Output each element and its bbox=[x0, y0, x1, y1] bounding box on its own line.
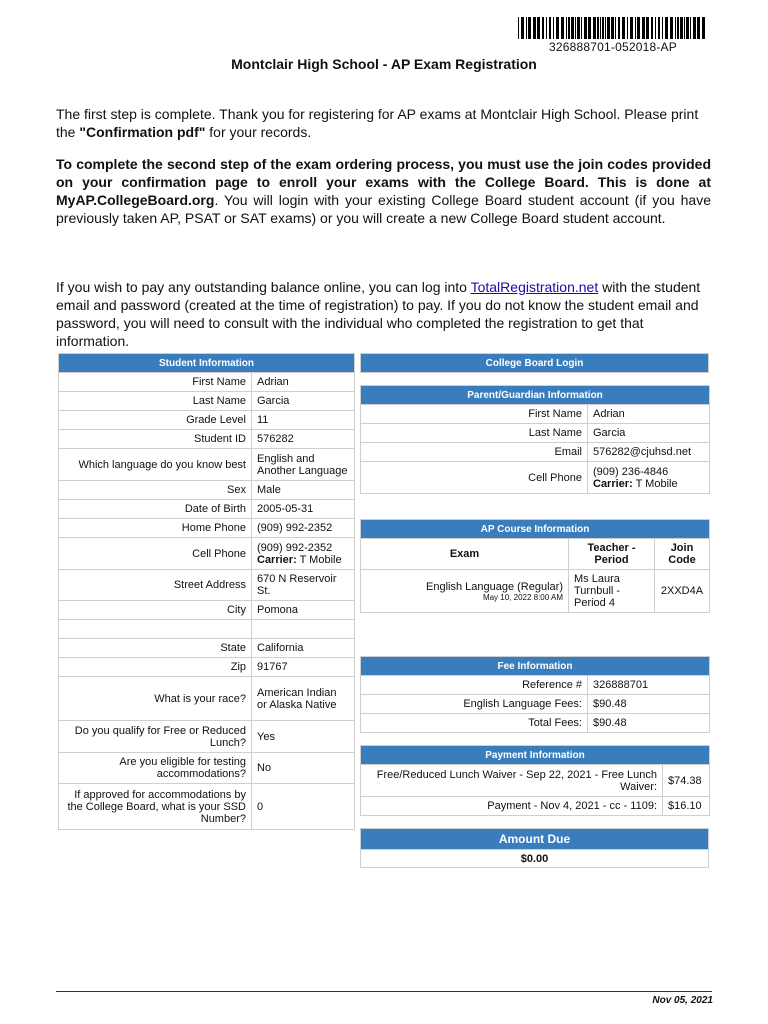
p2-text: . You will login with your existing College Board student account (if you have previously taken AP, PSAT or SAT exams) or you will create a new College Board student account. bbox=[56, 192, 711, 226]
payment-field-value bbox=[663, 797, 710, 816]
table-row bbox=[59, 784, 355, 830]
table-row bbox=[59, 639, 355, 658]
student-field-value bbox=[252, 601, 355, 620]
student-field-value bbox=[252, 373, 355, 392]
barcode-bar bbox=[697, 17, 700, 39]
table-row bbox=[361, 462, 710, 494]
barcode-bar bbox=[615, 17, 616, 39]
carrier-line bbox=[593, 478, 704, 490]
student-field-label: Do you qualify for Free or Reduced Lunch? bbox=[59, 721, 252, 753]
fee-field-value bbox=[588, 695, 710, 714]
fee-field-value bbox=[588, 714, 710, 733]
fee-field-label: Reference # bbox=[361, 676, 588, 695]
barcode-bar bbox=[528, 17, 531, 39]
college-board-login-header: College Board Login bbox=[361, 354, 709, 373]
barcode-bar bbox=[622, 17, 625, 39]
table-row bbox=[361, 676, 710, 695]
student-field-value bbox=[252, 784, 355, 830]
barcode-bar bbox=[642, 17, 645, 39]
student-field-value bbox=[252, 500, 355, 519]
payment-field-label: Payment - Nov 4, 2021 - cc - 1109: bbox=[361, 797, 663, 816]
parent-field-value bbox=[588, 443, 710, 462]
p1-end: for your records. bbox=[205, 124, 312, 140]
barcode-bar bbox=[618, 17, 620, 39]
table-row bbox=[59, 753, 355, 784]
table-row bbox=[361, 405, 710, 424]
barcode-bar bbox=[556, 17, 559, 39]
barcode-bar bbox=[690, 17, 691, 39]
field-value: Yes bbox=[257, 730, 275, 743]
fee-field-value bbox=[588, 676, 710, 695]
table-row bbox=[361, 714, 710, 733]
student-field-value bbox=[252, 658, 355, 677]
field-value: $74.38 bbox=[668, 774, 702, 787]
exam-date: May 10, 2022 8:00 AM bbox=[482, 592, 563, 602]
barcode-bar bbox=[602, 17, 604, 39]
parent-field-value bbox=[588, 462, 710, 494]
student-field-label: Cell Phone bbox=[59, 538, 252, 570]
barcode-bar bbox=[693, 17, 696, 39]
table-row bbox=[59, 601, 355, 620]
payment-field-label: Free/Reduced Lunch Waiver - Sep 22, 2021 - Free Lunch Waiver: bbox=[361, 765, 663, 797]
barcode-bar bbox=[662, 17, 663, 39]
student-field-value bbox=[252, 430, 355, 449]
barcode-bar bbox=[651, 17, 653, 39]
student-field-label: What is your race? bbox=[59, 677, 252, 721]
table-row bbox=[59, 430, 355, 449]
student-field-value bbox=[252, 411, 355, 430]
parent-field-label: Last Name bbox=[361, 424, 588, 443]
student-field-label: Home Phone bbox=[59, 519, 252, 538]
table-row bbox=[59, 500, 355, 519]
barcode-bar bbox=[630, 17, 633, 39]
payment-information-table bbox=[360, 745, 710, 816]
table-row bbox=[59, 481, 355, 500]
field-value: Male bbox=[257, 484, 281, 496]
barcode-bar bbox=[588, 17, 591, 39]
totalregistration-link[interactable]: TotalRegistration.net bbox=[470, 279, 599, 295]
table-row bbox=[361, 443, 710, 462]
carrier-line bbox=[257, 554, 349, 566]
barcode-bar bbox=[675, 17, 676, 39]
table-row bbox=[59, 392, 355, 411]
student-field-label: First Name bbox=[59, 373, 252, 392]
table-row bbox=[59, 411, 355, 430]
barcode-bar bbox=[577, 17, 580, 39]
student-field-label: City bbox=[59, 601, 252, 620]
table-row bbox=[59, 449, 355, 481]
page-title: Montclair High School - AP Exam Registration bbox=[231, 56, 537, 72]
student-information-header: Student Information bbox=[59, 354, 355, 373]
footer-divider bbox=[56, 991, 712, 992]
student-field-value bbox=[252, 570, 355, 601]
student-field-label: Grade Level bbox=[59, 411, 252, 430]
amount-due-value: $0.00 bbox=[361, 850, 709, 868]
barcode-bar bbox=[686, 17, 689, 39]
barcode-bar bbox=[521, 17, 524, 39]
student-field-value bbox=[252, 519, 355, 538]
col-exam-header: Exam bbox=[361, 539, 569, 570]
p3-start: If you wish to pay any outstanding balance online, you can log into bbox=[56, 279, 471, 295]
field-value: 576282 bbox=[257, 433, 294, 445]
table-row bbox=[59, 373, 355, 392]
barcode-bar bbox=[702, 17, 705, 39]
field-value: Garcia bbox=[257, 395, 290, 407]
payment-information-header: Payment Information bbox=[361, 746, 710, 765]
barcode-bar bbox=[568, 17, 570, 39]
carrier-label: Carrier: bbox=[257, 553, 297, 566]
barcode-bar bbox=[627, 17, 628, 39]
carrier-value: T Mobile bbox=[635, 477, 678, 490]
field-value: Adrian bbox=[593, 408, 625, 420]
student-field-label: Zip bbox=[59, 658, 252, 677]
student-field-value bbox=[252, 677, 355, 721]
student-field-value bbox=[252, 721, 355, 753]
table-row bbox=[59, 658, 355, 677]
student-field-label: Street Address bbox=[59, 570, 252, 601]
table-row bbox=[59, 538, 355, 570]
parent-field-label: Email bbox=[361, 443, 588, 462]
field-value: 0 bbox=[257, 800, 264, 813]
barcode-bar bbox=[566, 17, 567, 39]
field-value: 670 N Reservoir St. bbox=[257, 573, 337, 597]
field-value: $90.48 bbox=[593, 717, 627, 729]
intro-paragraph-2 bbox=[56, 155, 711, 227]
barcode-bar bbox=[607, 17, 610, 39]
field-value: Adrian bbox=[257, 376, 289, 388]
table-row bbox=[59, 519, 355, 538]
field-value: $90.48 bbox=[593, 698, 627, 710]
student-field-value bbox=[252, 449, 355, 481]
field-value: Garcia bbox=[593, 427, 626, 439]
table-row bbox=[59, 570, 355, 601]
barcode-bar bbox=[605, 17, 606, 39]
barcode-bar bbox=[637, 17, 640, 39]
barcode-bar bbox=[611, 17, 614, 39]
field-value: 91767 bbox=[257, 661, 288, 673]
table-row bbox=[361, 797, 710, 816]
field-value: (909) 992-2352 bbox=[257, 522, 333, 534]
student-field-label: State bbox=[59, 639, 252, 658]
field-value: Pomona bbox=[257, 604, 298, 616]
fee-information-table bbox=[360, 656, 710, 733]
student-field-label: If approved for accommodations by the College Board, what is your SSD Number? bbox=[59, 784, 252, 830]
barcode-bar bbox=[581, 17, 582, 39]
barcode-bar bbox=[526, 17, 527, 39]
student-field-value bbox=[252, 481, 355, 500]
student-field-value bbox=[252, 538, 355, 570]
fee-field-label: English Language Fees: bbox=[361, 695, 588, 714]
barcode-bar bbox=[593, 17, 596, 39]
amount-due-table bbox=[360, 828, 709, 868]
fee-field-label: Total Fees: bbox=[361, 714, 588, 733]
parent-field-label: First Name bbox=[361, 405, 588, 424]
field-value: English and Another Language bbox=[257, 452, 348, 477]
barcode-number: 326888701-052018-AP bbox=[549, 40, 677, 54]
p2-bold-text: To complete the second step of the exam ordering process, you must use the join codes provided on your confirmation page to enroll your exams with the College Board. This is done at MyAP.CollegeBoard.org bbox=[56, 156, 711, 208]
student-information-table bbox=[58, 353, 355, 830]
table-row bbox=[361, 570, 710, 613]
student-field-value bbox=[252, 753, 355, 784]
table-row bbox=[59, 620, 355, 639]
barcode-bar bbox=[575, 17, 576, 39]
student-field-label bbox=[59, 620, 252, 639]
payment-field-value bbox=[663, 765, 710, 797]
college-board-login-table bbox=[360, 353, 709, 373]
table-row bbox=[361, 424, 710, 443]
barcode-bar bbox=[584, 17, 587, 39]
col-joincode-header: Join Code bbox=[655, 539, 710, 570]
intro-paragraph-3 bbox=[56, 278, 711, 350]
table-row bbox=[361, 765, 710, 797]
col-teacher-header: Teacher - Period bbox=[569, 539, 655, 570]
barcode-bar bbox=[646, 17, 649, 39]
student-field-value bbox=[252, 620, 355, 639]
barcode-bar bbox=[600, 17, 601, 39]
teacher-period-cell: Ms Laura Turnbull - Period 4 bbox=[569, 570, 655, 613]
field-value: 326888701 bbox=[593, 679, 649, 691]
p1-text: The first step is complete. Thank you for registering for AP exams at Montclair High School. Please print the bbox=[56, 106, 699, 140]
barcode-bar bbox=[553, 17, 554, 39]
field-value: (909) 992-2352 bbox=[257, 541, 333, 554]
barcode-bar bbox=[571, 17, 574, 39]
exam-name: English Language (Regular) bbox=[426, 580, 563, 593]
field-value: (909) 236-4846 bbox=[593, 465, 669, 478]
student-field-label: Sex bbox=[59, 481, 252, 500]
parent-guardian-header: Parent/Guardian Information bbox=[361, 386, 710, 405]
intro-paragraph-1 bbox=[56, 105, 711, 141]
barcode-bar bbox=[655, 17, 656, 39]
barcode-bar bbox=[546, 17, 547, 39]
field-value: California bbox=[257, 642, 304, 654]
footer-date: Nov 05, 2021 bbox=[652, 995, 713, 1006]
student-field-label: Date of Birth bbox=[59, 500, 252, 519]
barcode-bar bbox=[665, 17, 668, 39]
barcode-bar bbox=[670, 17, 673, 39]
student-field-label: Which language do you know best bbox=[59, 449, 252, 481]
carrier-value: T Mobile bbox=[299, 553, 342, 566]
field-value: 576282@cjuhsd.net bbox=[593, 446, 692, 458]
parent-guardian-table bbox=[360, 385, 710, 494]
ap-course-header: AP Course Information bbox=[361, 520, 710, 539]
ap-course-table bbox=[360, 519, 710, 613]
student-field-label: Are you eligible for testing accommodations? bbox=[59, 753, 252, 784]
fee-information-header: Fee Information bbox=[361, 657, 710, 676]
parent-field-value bbox=[588, 405, 710, 424]
exam-cell bbox=[361, 570, 569, 613]
table-row bbox=[59, 721, 355, 753]
barcode-bar bbox=[684, 17, 685, 39]
barcode-bar bbox=[549, 17, 551, 39]
carrier-label: Carrier: bbox=[593, 477, 633, 490]
student-field-label: Last Name bbox=[59, 392, 252, 411]
field-value: 2005-05-31 bbox=[257, 503, 314, 515]
field-value: American Indian or Alaska Native bbox=[257, 686, 337, 711]
barcode-bar bbox=[597, 17, 599, 39]
student-field-value bbox=[252, 392, 355, 411]
parent-field-label: Cell Phone bbox=[361, 462, 588, 494]
barcode-icon bbox=[518, 17, 708, 39]
field-value: $16.10 bbox=[668, 800, 702, 812]
barcode-bar bbox=[518, 17, 519, 39]
field-value: No bbox=[257, 762, 272, 774]
field-value: 11 bbox=[257, 414, 269, 426]
join-code-cell: 2XXD4A bbox=[655, 570, 710, 613]
student-field-label: Student ID bbox=[59, 430, 252, 449]
barcode-bar bbox=[677, 17, 679, 39]
barcode-bar bbox=[533, 17, 536, 39]
barcode-bar bbox=[680, 17, 683, 39]
barcode-bar bbox=[561, 17, 564, 39]
p3-end: with the student email and password (created at the time of registration) to pay. If you do not know the student email and password, you will need to consult with the individual who completed the registration to get that information. bbox=[56, 279, 701, 349]
amount-due-header: Amount Due bbox=[361, 829, 709, 850]
barcode-bar bbox=[542, 17, 544, 39]
parent-field-value bbox=[588, 424, 710, 443]
barcode-bar bbox=[658, 17, 660, 39]
barcode-bar bbox=[635, 17, 636, 39]
barcode-bar bbox=[537, 17, 540, 39]
confirmation-pdf-label: "Confirmation pdf" bbox=[79, 124, 206, 140]
table-row bbox=[59, 677, 355, 721]
table-row bbox=[361, 695, 710, 714]
student-field-value bbox=[252, 639, 355, 658]
